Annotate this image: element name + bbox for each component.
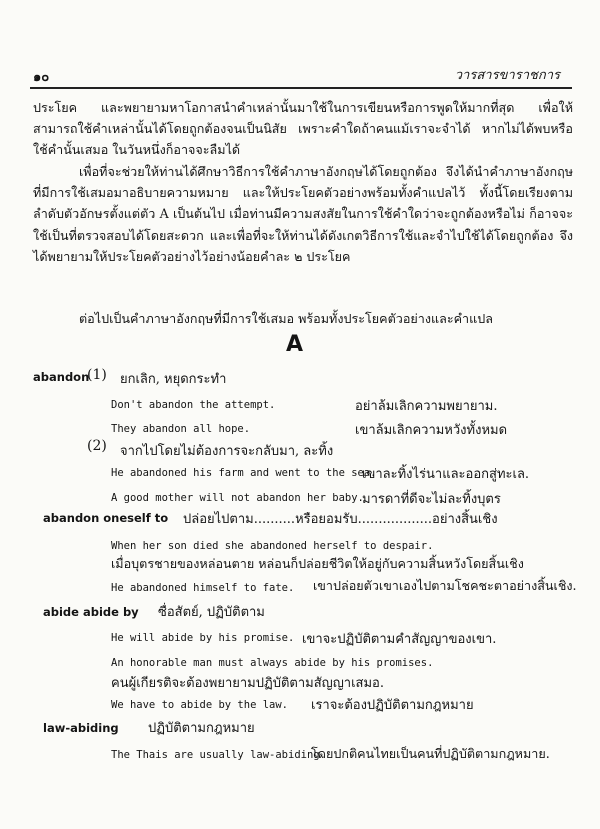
example-en: The Thais are usually law-abiding. bbox=[111, 749, 326, 761]
example-th: เขาปล่อยตัวเขาเองไปตามโชคชะตาอย่างสิ้นเชิง. bbox=[313, 578, 577, 593]
example-en: A good mother will not abandon her baby. bbox=[111, 492, 364, 504]
header-rule bbox=[30, 87, 572, 89]
example-th: คนผู้เกียรติจะต้องพยายามปฏิบัติตามสัญญาเสมอ. bbox=[111, 676, 384, 691]
example-th: เขาล้มเลิกความหวังทั้งหมด bbox=[355, 423, 508, 438]
headword-abide: abide abide by bbox=[43, 605, 139, 619]
example-en: We have to abide by the law. bbox=[111, 699, 289, 711]
example-th: โดยปกติคนไทยเป็นคนที่ปฏิบัติตามกฎหมาย. bbox=[311, 746, 550, 761]
sense-marker-1: (1) bbox=[87, 367, 107, 383]
intro-paragraph-1: ประโยค และพยายามหาโอกาสนำคำเหล่านั้นมาใช้ในการเขียนหรือการพูดให้มากที่สุด เพื่อให้สามารถใช้คำเหล่านั้นได้โดยถูกต้องจนเป็นนิสัย เพราะคำใดถ้าคนแม้เราจะจำได้ หากไม่ได้พบหรือใช้คำนั้นเสมอ ในวันหนึ่งก็อาจจะลืมได้ bbox=[33, 100, 573, 158]
example-en: He abandoned his farm and went to the sea. bbox=[111, 467, 377, 479]
example-th: มารดาที่ดีจะไม่ละทิ้งบุตร bbox=[362, 492, 501, 507]
headword-abandon-oneself-to: abandon oneself to bbox=[43, 511, 169, 525]
example-en: Don't abandon the attempt. bbox=[111, 399, 276, 411]
running-title: วารสารขาราชการ bbox=[454, 68, 560, 83]
example-th: เขาละทิ้งไร่นาและออกสู่ทะเล. bbox=[362, 467, 530, 482]
sense-marker-2: (2) bbox=[87, 438, 107, 454]
example-th: เราจะต้องปฏิบัติตามกฎหมาย bbox=[311, 698, 474, 713]
headword-meaning: ซื่อสัตย์, ปฏิบัติตาม bbox=[158, 605, 265, 620]
sense-meaning-2: จากไปโดยไม่ต้องการจะกลับมา, ละทิ้ง bbox=[120, 444, 334, 459]
example-en: He abandoned himself to fate. bbox=[111, 582, 295, 594]
headword-abandon: abandon bbox=[33, 370, 90, 384]
sense-meaning-1: ยกเลิก, หยุดกระทำ bbox=[120, 372, 227, 387]
example-en: He will abide by his promise. bbox=[111, 632, 295, 644]
intro-paragraph-3: ต่อไปเป็นคำภาษาอังกฤษที่มีการใช้เสมอ พร้อมทั้งประโยคตัวอย่างและคำแปล bbox=[79, 311, 493, 326]
example-th: เมื่อบุตรชายของหล่อนตาย หล่อนก็ปล่อยชีวิตให้อยู่กับความสิ้นหวังโดยสิ้นเชิง bbox=[111, 556, 524, 571]
example-th: อย่าล้มเลิกความพยายาม. bbox=[355, 399, 498, 414]
headword-law-abiding: law-abiding bbox=[43, 721, 119, 735]
example-en: An honorable man must always abide by his promises. bbox=[111, 657, 434, 669]
section-letter: A bbox=[286, 332, 304, 357]
page-number: ๑๐ bbox=[33, 70, 50, 85]
intro-paragraph-2: เพื่อที่จะช่วยให้ท่านได้ศึกษาวิธีการใช้คำภาษาอังกฤษได้โดยถูกต้อง จึงได้นำคำภาษาอังกฤษที่มีการใช้เสมอมาอธิบายความหมาย และให้ประโยคตัวอย่างพร้อมทั้งคำแปลไว้ ทั้งนี้โดยเรียงตามลำดับตัวอักษรตั้งแต่ตัว A เป็นต้นไป เมื่อท่านมีความสงสัยในการใช้คำใดว่าจะถูกต้องหรือไม่ ก็อาจจะใช้เป็นที่ตรวจสอบได้โดยสะดวก และเพื่อที่จะให้ท่านได้ดังเกตวิธีการใช้และจำไปใช้ได้โดยถูกต้อง จึงได้พยายามให้ประโยคตัวอย่างไว้อย่างน้อยคำละ ๒ ประโยค bbox=[33, 164, 573, 264]
headword-meaning: ปฏิบัติตามกฎหมาย bbox=[148, 721, 255, 736]
example-en: They abandon all hope. bbox=[111, 423, 251, 435]
example-th: เขาจะปฏิบัติตามคำสัญญาของเขา. bbox=[302, 632, 497, 647]
headword-meaning: ปล่อยไปตาม..........หรือยอมรับ..................อย่างสิ้นเชิง bbox=[183, 512, 498, 527]
example-en: When her son died she abandoned herself to despair. bbox=[111, 540, 434, 552]
